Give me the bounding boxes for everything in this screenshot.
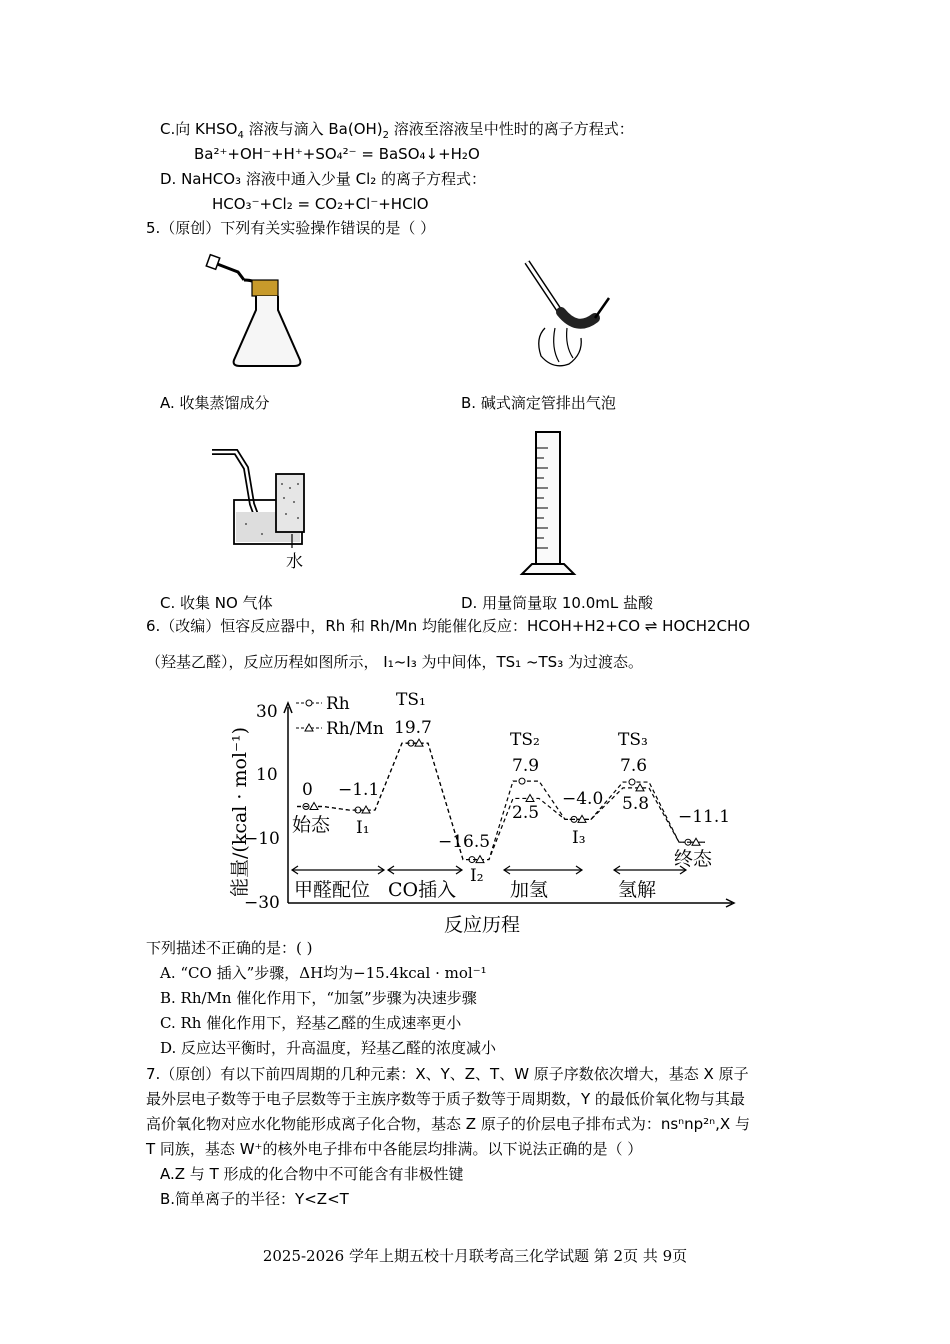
state-label: I₁ <box>356 818 370 838</box>
x-axis-label: 反应历程 <box>444 914 521 936</box>
y-tick-label: −30 <box>244 893 280 913</box>
q7-line4: T 同族，基态 W⁺的核外电子排布中各能层均排满。以下说法正确的是（ ） <box>146 1140 643 1158</box>
q5-option-a: A. 收集蒸馏成分 <box>160 394 270 412</box>
legend-rhmn: Rh/Mn <box>326 719 384 739</box>
y-tick-label: 30 <box>256 702 278 722</box>
q4-option-d: D. NaHCO₃ 溶液中通入少量 Cl₂ 的离子方程式： <box>160 170 487 188</box>
value-label: −11.1 <box>678 807 731 827</box>
stage-label: 加氢 <box>510 879 549 901</box>
graduated-cylinder-figure <box>518 428 578 578</box>
q5-option-d: D. 用量筒量取 10.0mL 盐酸 <box>461 594 653 612</box>
q7-option-a: A.Z 与 T 形成的化合物中不可能含有非极性键 <box>160 1165 464 1183</box>
state-label: 终态 <box>674 848 713 870</box>
value-label: 19.7 <box>394 718 432 738</box>
energy-profile-chart <box>222 685 742 940</box>
q6-question: 下列描述不正确的是：( ) <box>146 939 313 957</box>
q6-stem-line2: （羟基乙醛），反应历程如图所示， I₁~I₃ 为中间体，TS₁ ~TS₃ 为过渡态。 <box>146 653 643 671</box>
q6-option-b: B. Rh/Mn 催化作用下，“加氢”步骤为决速步骤 <box>160 989 477 1007</box>
value-label: 0 <box>302 780 313 800</box>
burette-figure <box>515 258 615 383</box>
legend-rh: Rh <box>326 694 350 714</box>
state-label: TS₂ <box>510 730 540 750</box>
q7-line2: 最外层电子数等于电子层数等于主族序数等于质子数等于周期数，Y 的最低价氧化物与其最 <box>146 1090 745 1108</box>
water-label: 水 <box>286 552 303 572</box>
stage-label: 氢解 <box>618 879 657 901</box>
q6-option-a: A. “CO 插入”步骤，ΔH均为−15.4kcal · mol⁻¹ <box>160 964 487 982</box>
q7-option-b: B.简单离子的半径：Y<Z<T <box>160 1190 349 1208</box>
value-label: 2.5 <box>512 803 540 823</box>
value-label: −16.5 <box>438 832 491 852</box>
state-label: 始态 <box>292 814 331 836</box>
stage-label: CO插入 <box>388 879 457 901</box>
q4-option-c-equation: Ba²⁺+OH⁻+H⁺+SO₄²⁻ = BaSO₄↓+H₂O <box>194 145 480 163</box>
q7-line3: 高价氧化物对应水化物能形成离子化合物，基态 Z 原子的价层电子排布式为：nsⁿnp²ⁿ,X 与 <box>146 1115 750 1133</box>
page-footer: 2025-2026 学年上期五校十月联考高三化学试题 第 2页 共 9页 <box>262 1247 688 1265</box>
data-point <box>629 779 635 785</box>
q5-stem: 5.（原创）下列有关实验操作错误的是（ ） <box>146 219 436 237</box>
q6-option-d: D. 反应达平衡时，升高温度，羟基乙醛的浓度减小 <box>160 1039 497 1057</box>
q5-option-c: C. 收集 NO 气体 <box>160 594 273 612</box>
flask-figure <box>200 250 310 375</box>
y-tick-label: 10 <box>256 765 278 785</box>
q4-option-d-equation: HCO₃⁻+Cl₂ = CO₂+Cl⁻+HClO <box>212 195 429 213</box>
state-label: TS₁ <box>396 690 426 710</box>
value-label: 5.8 <box>622 794 650 814</box>
y-axis-label: 能量/(kcal · mol⁻¹) <box>229 726 251 897</box>
value-label: 7.6 <box>620 756 648 776</box>
q5-option-b: B. 碱式滴定管排出气泡 <box>461 394 616 412</box>
state-label: TS₃ <box>618 730 648 750</box>
state-label: I₃ <box>572 828 586 848</box>
state-label: I₂ <box>470 866 484 886</box>
value-label: −4.0 <box>562 789 604 809</box>
q6-option-c: C. Rh 催化作用下，羟基乙醛的生成速率更小 <box>160 1014 462 1032</box>
data-point <box>519 778 525 784</box>
q7-line1: 7.（原创）有以下前四周期的几种元素：X、Y、Z、T、W 原子序数依次增大，基态 X 原子 <box>146 1065 749 1083</box>
value-label: −1.1 <box>338 780 380 800</box>
gas-collection-figure <box>206 444 321 574</box>
q6-stem-line1: 6.（改编）恒容反应器中，Rh 和 Rh/Mn 均能催化反应：HCOH+H2+CO ⇌ HOCH2CHO <box>146 617 751 635</box>
q4-option-c: C.向 $KHSO_4$ 溶液与滴入 $Ba(OH)_2$ 溶液至溶液呈中性时的离子方程式： <box>160 120 634 141</box>
y-tick-label: −10 <box>244 829 280 849</box>
stage-label: 甲醛配位 <box>294 879 371 901</box>
value-label: 7.9 <box>512 756 540 776</box>
